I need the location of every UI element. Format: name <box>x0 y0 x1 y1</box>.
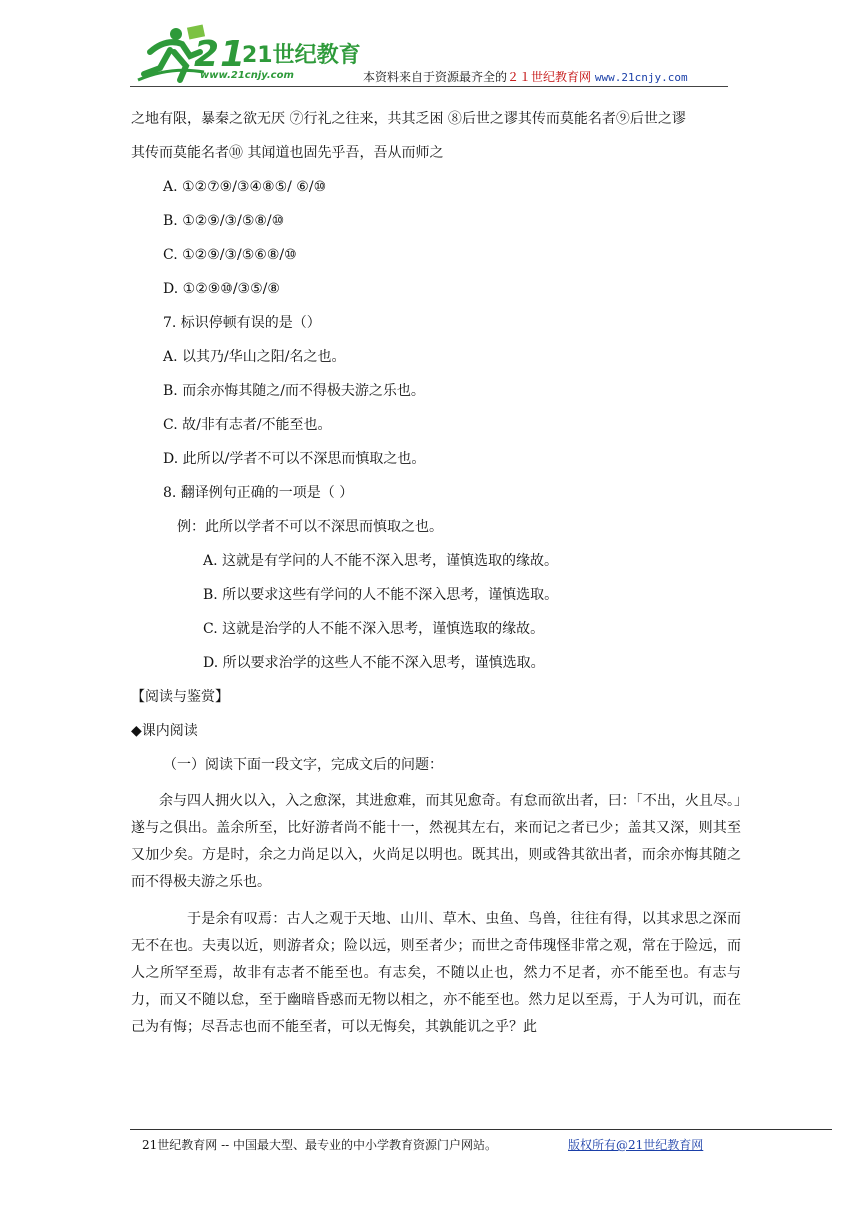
option-b: B. ①②⑨/③/⑤⑧/⑩ <box>163 213 285 229</box>
svg-text:www.21cnjy.com: www.21cnjy.com <box>200 70 294 81</box>
q7-option-c: C. 故/非有志者/不能至也。 <box>163 417 332 433</box>
header-note-prefix: 本资料来自于资源最齐全的 <box>363 70 508 84</box>
section-heading: 【阅读与鉴赏】 <box>131 689 229 705</box>
q7-option-b: B. 而余亦悔其随之/而不得极夫游之乐也。 <box>163 383 425 399</box>
option-c: C. ①②⑨/③/⑤⑥⑧/⑩ <box>163 247 297 263</box>
document-body <box>131 108 741 1051</box>
header-note-brand[interactable]: ２１世纪教育网 <box>507 70 592 84</box>
footer-text: 21世纪教育网 -- 中国最大型、最专业的中小学教育资源门户网站。 <box>142 1138 498 1152</box>
runner-logo-icon <box>130 22 361 84</box>
svg-text:21世纪教育: 21世纪教育 <box>242 43 361 68</box>
reading-instruction: （一）阅读下面一段文字，完成文后的问题： <box>163 757 443 773</box>
site-logo[interactable] <box>130 22 361 84</box>
option-a: A. ①②⑦⑨/③④⑧⑤/ ⑥/⑩ <box>163 179 327 195</box>
q7-option-d: D. 此所以/学者不可以不深思而慎取之也。 <box>163 451 426 467</box>
q7-option-a: A. 以其乃/华山之阳/名之也。 <box>163 349 346 365</box>
reading-paragraph-2: 于是余有叹焉：古人之观于天地、山川、草木、虫鱼、鸟兽，往往有得，以其求思之深而无不在也。夫夷以近，则游者众；险以远，则至者少；而世之奇伟瑰怪非常之观，常在于险远，而人之所罕至焉，故非有志者不能至也。有志矣，不随以止也，然力不足者，亦不能至也。有志与力，而又不随以怠，至于幽暗昏惑而无物以相之，亦不能至也。然力足以至焉，于人为可讥，而在己为有悔；尽吾志也而不能至者，可以无悔矣，其孰能讥之乎？此 <box>131 911 741 1035</box>
page-header <box>130 22 840 86</box>
header-note-url[interactable]: www.21cnjy.com <box>594 71 688 84</box>
header-divider <box>130 86 728 87</box>
q8-option-c: C. 这就是治学的人不能不深入思考，谨慎选取的缘故。 <box>203 621 545 637</box>
svg-text:2: 2 <box>194 34 220 75</box>
q8-option-a: A. 这就是有学问的人不能不深入思考，谨慎选取的缘故。 <box>203 553 559 569</box>
header-source-note <box>363 68 688 85</box>
q8-option-b: B. 所以要求这些有学问的人不能不深入思考，谨慎选取。 <box>203 587 559 603</box>
text-line: 之地有限，暴秦之欲无厌 ⑦行礼之往来，共其乏困 ⑧后世之谬其传而莫能名者⑨后世之谬 <box>131 111 686 127</box>
q8-example: 例：此所以学者不可以不深思而慎取之也。 <box>177 519 443 535</box>
question-8: 8. 翻译例句正确的一项是（ ） <box>163 485 354 501</box>
copyright-link[interactable]: 版权所有@21世纪教育网 <box>568 1138 704 1152</box>
option-d: D. ①②⑨⑩/③⑤/⑧ <box>163 281 280 297</box>
text-line: 其传而莫能名者⑩ 其闻道也固先乎吾，吾从而师之 <box>131 145 444 161</box>
reading-paragraph-1: 余与四人拥火以入，入之愈深，其进愈难，而其见愈奇。有怠而欲出者，曰：「不出，火且尽。」遂与之俱出。盖余所至，比好游者尚不能十一，然视其左右，来而记之者已少；盖其又深，则其至又加少矣。方是时，余之力尚足以入，火尚足以明也。既其出，则或咎其欲出者，而余亦悔其随之而不得极夫游之乐也。 <box>131 793 741 890</box>
svg-text:1: 1 <box>220 34 246 75</box>
q8-option-d: D. 所以要求治学的这些人不能不深入思考，谨慎选取。 <box>203 655 545 671</box>
question-7: 7. 标识停顿有误的是（） <box>163 315 321 331</box>
subsection-heading: ◆课内阅读 <box>131 723 198 739</box>
footer-divider <box>130 1129 832 1130</box>
